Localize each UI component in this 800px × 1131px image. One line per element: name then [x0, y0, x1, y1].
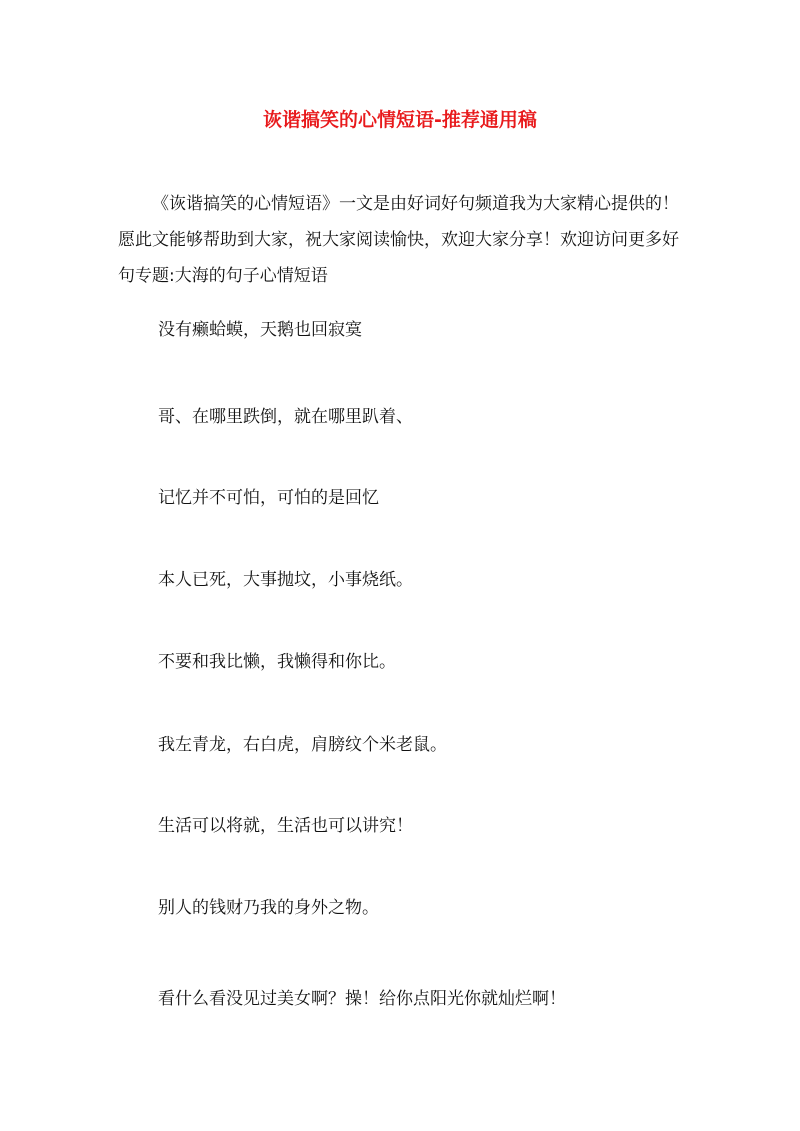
phrase-line: 记忆并不可怕，可怕的是回忆 — [158, 488, 379, 508]
phrase-line: 生活可以将就，生活也可以讲究！ — [158, 816, 413, 836]
phrase-line: 本人已死，大事抛坟，小事烧纸。 — [158, 570, 413, 590]
phrase-line: 我左青龙，右白虎，肩膀纹个米老鼠。 — [158, 735, 447, 755]
phrase-line: 别人的钱财乃我的身外之物。 — [158, 898, 379, 918]
intro-paragraph: 《诙谐搞笑的心情短语》一文是由好词好句频道我为大家精心提供的！愿此文能够帮助到大家，祝大家阅读愉快，欢迎大家分享！欢迎访问更多好句专题:大海的句子心情短语 — [118, 194, 679, 286]
phrase-line: 看什么看没见过美女啊？操！给你点阳光你就灿烂啊！ — [158, 989, 566, 1009]
phrase-line: 不要和我比懒，我懒得和你比。 — [158, 652, 396, 672]
phrase-line: 哥、在哪里跌倒，就在哪里趴着、 — [158, 407, 413, 427]
document-title: 诙谐搞笑的心情短语-推荐通用稿 — [263, 109, 537, 131]
phrase-line: 没有癞蛤蟆，天鹅也回寂寞 — [158, 320, 362, 340]
